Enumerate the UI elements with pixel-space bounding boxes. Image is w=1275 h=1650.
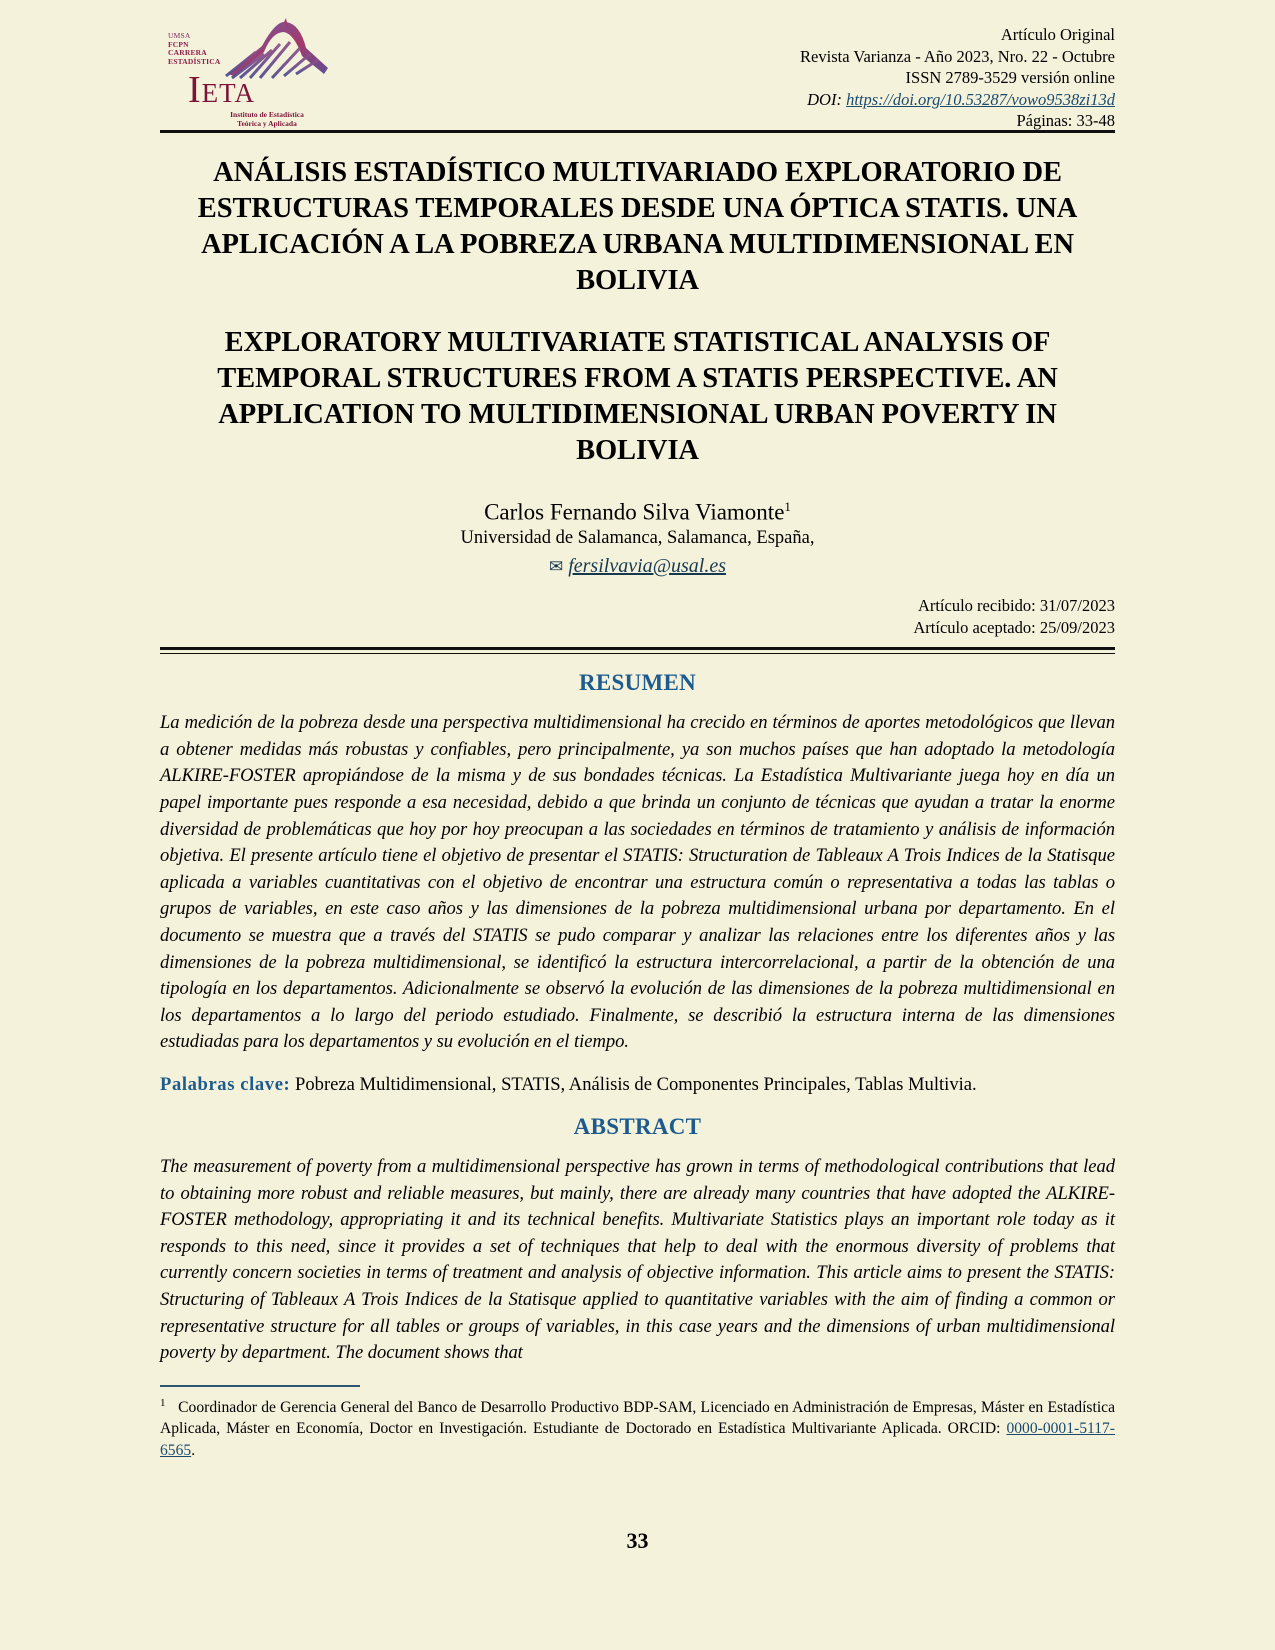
doi-label: DOI: bbox=[807, 89, 842, 109]
resumen-body: La medición de la pobreza desde una perspectiva multidimensional ha crecido en términos de aportes metodológicos que llevan a obtener medidas más robustas y confiables, pero principalmente, ya son muchos países que han adoptado la metodología ALKIRE-FOSTER apropiándose de la misma y de sus bondades técnicas. La Estadística Multivariante juega hoy en día un papel importante pues responde a esa necesidad, debido a que brinda un conjunto de técnicas que ayudan a tratar la enorme diversidad de problemáticas que hoy por hoy preocupan a las sociedades en términos de tratamiento y análisis de información objetiva. El presente artículo tiene el objetivo de presentar el STATIS: Structuration de Tableaux A Trois Indices de la Statisque aplicada a variables cuantitativas con el objetivo de encontrar una estructura común o representativa a todas las tablas o grupos de variables, en este caso años y las dimensiones de la pobreza multidimensional urbana por departamento. En el documento se muestra que a través del STATIS se pudo comparar y analizar las relaciones entre los diferentes años y las dimensiones de la pobreza multidimensional, se identificó la estructura intercorrelacional, a partir de la obtención de una tipología en los departamentos. Adicionalmente se observó la evolución de las dimensiones de la pobreza multidimensional en los departamentos a lo largo del periodo estudiado. Finalmente, se describió la estructura interna de las dimensiones estudiadas para los departamentos y su evolución en el tiempo. bbox=[160, 712, 1115, 1053]
logo-org-line-1: UMSA bbox=[168, 31, 191, 40]
footnote-text: Coordinador de Gerencia General del Banco de Desarrollo Productivo BDP-SAM, Licenciado en Administración de Empresas, Máster en Estadística Aplicada, Máster en Economía, Doctor en Investigación. Estudiante de Doctorado en Estadística Multivariante Aplicada. ORCID: bbox=[160, 1398, 1115, 1438]
issn-line: ISSN 2789-3529 versión online bbox=[905, 68, 1115, 87]
doi-line bbox=[466, 89, 1115, 111]
logo-acronym bbox=[188, 69, 255, 111]
footnote-text-end: . bbox=[191, 1441, 196, 1459]
orcid-link[interactable]: 0000-0001-5117-6565 bbox=[160, 1420, 1115, 1459]
journal-issue-line: Revista Varianza - Año 2023, Nro. 22 - Octubre bbox=[800, 46, 1115, 66]
author-name: Carlos Fernando Silva Viamonte bbox=[484, 499, 785, 525]
keywords-label: Palabras clave: bbox=[160, 1074, 291, 1096]
statistical-surface-icon bbox=[220, 18, 340, 80]
page-range: Páginas: 33-48 bbox=[1016, 111, 1115, 130]
title-english: EXPLORATORY MULTIVARIATE STATISTICAL ANALYSIS OF TEMPORAL STRUCTURES FROM A STATIS PERSPECTIVE. AN APPLICATION TO MULTIDIMENSIONAL URBAN POVERTY IN BOLIVIA bbox=[217, 327, 1058, 466]
doi-link[interactable]: https://doi.org/10.53287/vowo9538zi13d bbox=[846, 89, 1115, 109]
article-type: Artículo Original bbox=[1000, 25, 1115, 44]
keywords-value: Pobreza Multidimensional, STATIS, Análisis de Componentes Principales, Tablas Multivia. bbox=[295, 1074, 977, 1096]
date-accepted: Artículo aceptado: 25/09/2023 bbox=[913, 618, 1115, 638]
footnote-divider bbox=[160, 1385, 360, 1387]
logo-org-lines bbox=[168, 32, 221, 66]
logo-acronym-first: I bbox=[188, 69, 202, 111]
article-dates bbox=[160, 595, 1115, 639]
footnote bbox=[160, 1393, 1115, 1462]
footnote-marker: 1 bbox=[160, 1396, 166, 1409]
logo-org-line-2: FCPN bbox=[168, 39, 189, 49]
logo-subtitle bbox=[202, 110, 332, 128]
logo-org-line-3: CARRERA bbox=[168, 48, 207, 57]
masthead bbox=[160, 0, 1115, 130]
logo-org-line-4: ESTADÍSTICA bbox=[168, 56, 221, 66]
author-name-line bbox=[160, 493, 1115, 527]
logo-acronym-rest: ETA bbox=[201, 78, 255, 108]
author-affiliation: Universidad de Salamanca, Salamanca, España, bbox=[460, 528, 815, 549]
journal-metadata bbox=[466, 14, 1115, 132]
author-email-link[interactable]: fersilvavia@usal.es bbox=[568, 555, 727, 578]
author-email-line bbox=[160, 552, 1115, 581]
abstract-heading: ABSTRACT bbox=[573, 1114, 702, 1140]
logo-subtitle-line-2: Teórica y Aplicada bbox=[237, 119, 297, 128]
journal-logo bbox=[160, 14, 466, 128]
page-number: 33 bbox=[626, 1528, 649, 1553]
abstract-body: The measurement of poverty from a multidimensional perspective has grown in terms of methodological contributions that lead to obtaining more robust and reliable measures, but mainly, there are already many countries that have adopted the ALKIRE-FOSTER methodology, appropriating it and its technical benefits. Multivariate Statistics plays an important role today as it responds to this need, since it provides a set of techniques that help to deal with the enormous diversity of problems that currently concern societies in terms of treatment and analysis of objective information. This article aims to present the STATIS: Structuring of Tableaux A Trois Indices de la Statisque applied to quantitative variables with the aim of finding a common or representative structure for all tables or groups of variables, in this case years and the dimensions of urban multidimensional poverty by department. The document shows that bbox=[160, 1156, 1115, 1364]
author-footnote-marker: 1 bbox=[784, 498, 791, 514]
keywords-row bbox=[160, 1072, 1115, 1098]
envelope-icon: ✉ bbox=[548, 557, 564, 577]
logo-subtitle-line-1: Instituto de Estadística bbox=[230, 110, 304, 119]
date-received: Artículo recibido: 31/07/2023 bbox=[917, 596, 1115, 616]
title-spanish: ANÁLISIS ESTADÍSTICO MULTIVARIADO EXPLORATORIO DE ESTRUCTURAS TEMPORALES DESDE UNA ÓPTICA STATIS. UNA APLICACIÓN A LA POBREZA URBANA MULTIDIMENSIONAL EN BOLIVIA bbox=[197, 157, 1078, 296]
resumen-heading: RESUMEN bbox=[578, 670, 697, 696]
abstract-divider bbox=[160, 647, 1115, 654]
